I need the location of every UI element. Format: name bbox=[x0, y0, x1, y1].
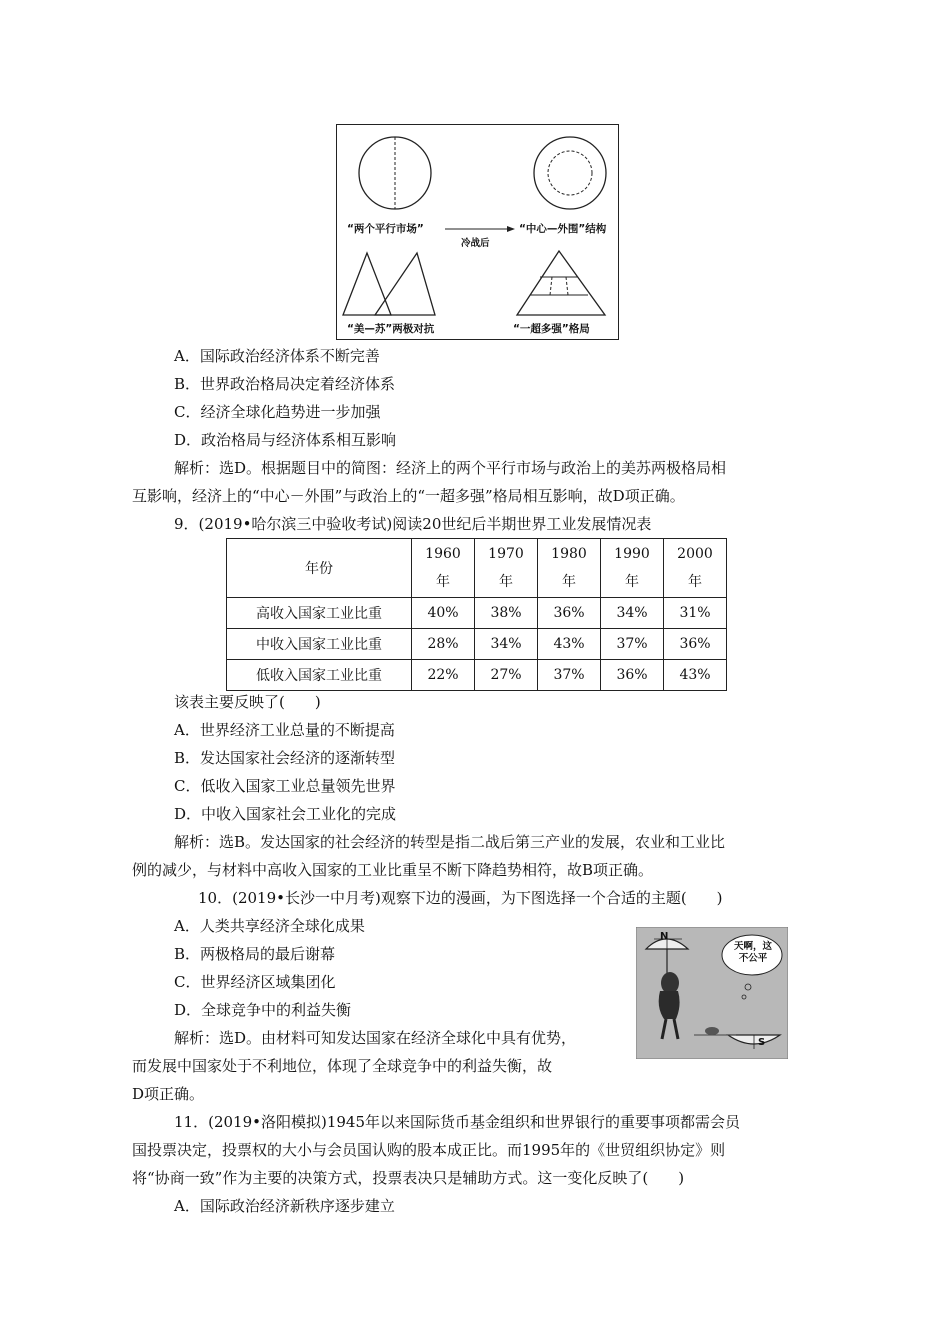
table-row-label: 中收入国家工业比重 bbox=[227, 629, 412, 660]
pyramid-triangle bbox=[517, 251, 605, 315]
q9-option-c: C．低收入国家工业总量领先世界 bbox=[174, 777, 396, 795]
table-year-1960: 1960 年 bbox=[412, 539, 475, 598]
arrow-head bbox=[507, 226, 515, 232]
table-cell: 36% bbox=[664, 629, 727, 660]
q9-option-d: D．中收入国家社会工业化的完成 bbox=[174, 805, 397, 823]
table-cell: 22% bbox=[412, 660, 475, 691]
q10-option-c: C．世界经济区域集团化 bbox=[174, 973, 336, 991]
q9-question: 该表主要反映了( ) bbox=[174, 693, 321, 711]
table-cell: 43% bbox=[664, 660, 727, 691]
pyramid-dash-1 bbox=[550, 277, 552, 295]
person-icon bbox=[661, 972, 679, 994]
label-parallel-markets: “两个平行市场” bbox=[347, 223, 424, 235]
table-cell: 37% bbox=[538, 660, 601, 691]
q11-line-2: 国投票决定，投票权的大小与会员国认购的股本成正比。而1995年的《世贸组织协定》则 bbox=[132, 1141, 726, 1159]
q11-option-a: A．国际政治经济新秩序逐步建立 bbox=[174, 1197, 395, 1215]
table-year-1980: 1980 年 bbox=[538, 539, 601, 598]
q10-option-b: B．两极格局的最后谢幕 bbox=[174, 945, 336, 963]
table-year-1990: 1990 年 bbox=[601, 539, 664, 598]
q8-option-d: D．政治格局与经济体系相互影响 bbox=[174, 431, 397, 449]
q10-analysis-line-2: 而发展中国家处于不利地位，体现了全球竞争中的利益失衡，故 bbox=[132, 1057, 553, 1075]
us-triangle bbox=[343, 253, 391, 315]
q9-analysis-line-2: 例的减少，与材料中高收入国家的工业比重呈不断下降趋势相符，故B项正确。 bbox=[132, 861, 654, 879]
q8-option-c: C．经济全球化趋势进一步加强 bbox=[174, 403, 381, 421]
q8-analysis-line-1: 解析：选D。根据题目中的简图：经济上的两个平行市场与政治上的美苏两极格局相 bbox=[174, 459, 727, 477]
speech-text: 天啊，这 不公平 bbox=[733, 941, 772, 964]
table-year-1970: 1970 年 bbox=[475, 539, 538, 598]
label-center-periphery: “中心—外围”结构 bbox=[519, 223, 607, 235]
q8-analysis-line-2: 互影响，经济上的“中心－外围”与政治上的“一超多强”格局相互影响，故D项正确。 bbox=[132, 487, 685, 505]
table-cell: 40% bbox=[412, 598, 475, 629]
table-row bbox=[227, 660, 727, 691]
q8-option-a: A．国际政治经济体系不断完善 bbox=[174, 347, 380, 365]
q9-option-b: B．发达国家社会经济的逐渐转型 bbox=[174, 749, 396, 767]
ussr-triangle bbox=[375, 253, 435, 315]
table-cell: 37% bbox=[601, 629, 664, 660]
table-cell: 36% bbox=[601, 660, 664, 691]
table-header-label: 年份 bbox=[227, 539, 412, 598]
q9-stem: 9．(2019•哈尔滨三中验收考试)阅读20世纪后半期世界工业发展情况表 bbox=[174, 515, 652, 533]
structure-diagram bbox=[336, 124, 619, 340]
table-cell: 43% bbox=[538, 629, 601, 660]
table-cell: 31% bbox=[664, 598, 727, 629]
table-cell: 27% bbox=[475, 660, 538, 691]
table-row bbox=[227, 629, 727, 660]
table-cell: 38% bbox=[475, 598, 538, 629]
q10-option-d: D．全球竞争中的利益失衡 bbox=[174, 1001, 352, 1019]
industry-table bbox=[226, 538, 727, 691]
globe-label-north: N bbox=[660, 931, 669, 942]
q8-option-b: B．世界政治格局决定着经济体系 bbox=[174, 375, 396, 393]
q11-line-3: 将“协商一致”作为主要的决策方式，投票表决只是辅助方式。这一变化反映了( ) bbox=[132, 1169, 685, 1187]
table-year-2000: 2000 年 bbox=[664, 539, 727, 598]
table-cell: 34% bbox=[475, 629, 538, 660]
table-cell: 34% bbox=[601, 598, 664, 629]
label-after-cold-war: 冷战后 bbox=[461, 238, 490, 249]
table-row-label: 低收入国家工业比重 bbox=[227, 660, 412, 691]
globe-label-south: S bbox=[758, 1037, 766, 1048]
q10-analysis-line-1: 解析：选D。由材料可知发达国家在经济全球化中具有优势， bbox=[174, 1029, 577, 1047]
center-periphery-inner bbox=[548, 151, 592, 195]
cartoon-image bbox=[636, 927, 788, 1059]
table-cell: 36% bbox=[538, 598, 601, 629]
q10-stem: 10．(2019•长沙一中月考)观察下边的漫画，为下图选择一个合适的主题( ) bbox=[198, 889, 723, 907]
table-cell: 28% bbox=[412, 629, 475, 660]
table-row bbox=[227, 598, 727, 629]
q10-option-a: A．人类共享经济全球化成果 bbox=[174, 917, 365, 935]
q9-option-a: A．世界经济工业总量的不断提高 bbox=[174, 721, 395, 739]
q9-analysis-line-1: 解析：选B。发达国家的社会经济的转型是指二战后第三产业的发展，农业和工业比 bbox=[174, 833, 726, 851]
q10-analysis-line-3: D项正确。 bbox=[132, 1085, 205, 1103]
label-one-superpower: “一超多强”格局 bbox=[513, 323, 590, 335]
table-row-label: 高收入国家工业比重 bbox=[227, 598, 412, 629]
label-bipolar: “美—苏”两极对抗 bbox=[347, 323, 435, 335]
center-periphery-circle bbox=[534, 137, 606, 209]
table-header-row bbox=[227, 539, 727, 598]
q11-line-1: 11．(2019•洛阳模拟)1945年以来国际货币基金组织和世界银行的重要事项都需会员 bbox=[174, 1113, 740, 1131]
pyramid-dash-2 bbox=[566, 277, 568, 295]
